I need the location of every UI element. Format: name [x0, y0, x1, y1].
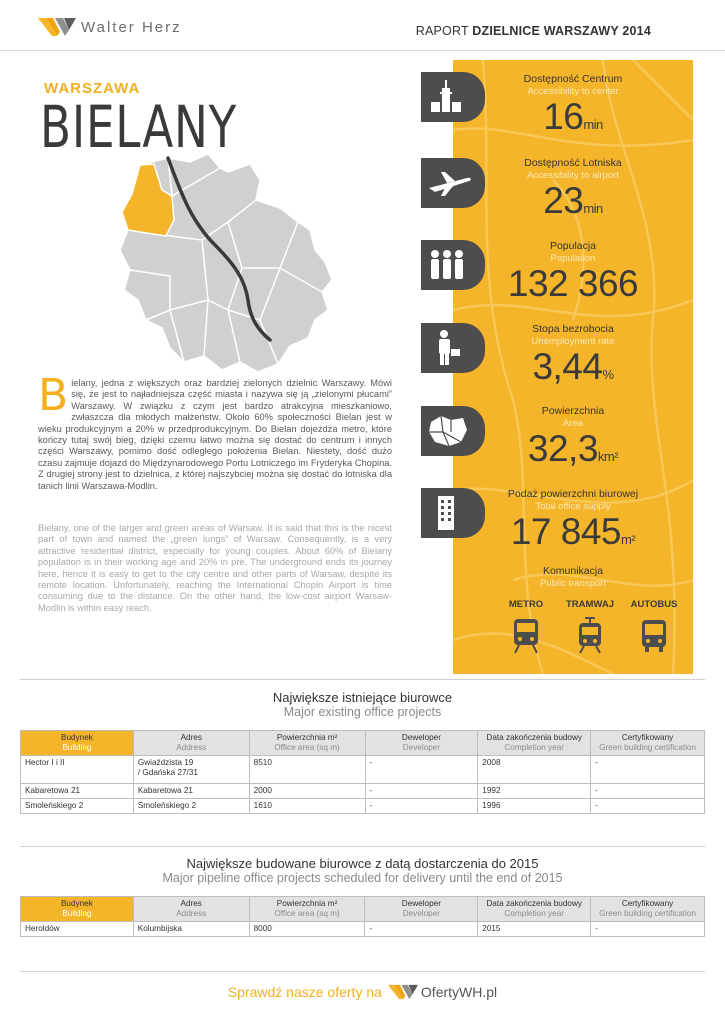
stat-subtitle: Area — [562, 418, 584, 429]
table-cell: Kabaretowa 21 — [21, 784, 134, 799]
table-cell: Gwiaździsta 19 / Gdańska 27/31 — [133, 756, 249, 784]
existing-offices-title: Największe istniejące biurowce — [272, 690, 453, 705]
ofertywh-logo-icon — [388, 983, 418, 1001]
stat-value — [453, 97, 693, 145]
stat-number: 23 — [543, 180, 584, 221]
table-cell: - — [591, 756, 705, 784]
transport-metro — [500, 599, 552, 660]
stat-number: 17 845 — [510, 511, 621, 552]
header-divider — [0, 50, 725, 51]
column-header: Powierzchnia m² Office area (sq m) — [249, 731, 365, 756]
stat-center-access — [453, 73, 693, 145]
table-cell: - — [365, 799, 478, 814]
table-cell: 1996 — [478, 799, 591, 814]
column-header: Data zakończenia budowy Completion year — [478, 897, 591, 922]
stat-subtitle: Population — [550, 253, 596, 264]
city-label: WARSZAWA — [44, 80, 141, 97]
table-cell: Kabaretowa 21 — [133, 784, 249, 799]
table-cell: 2008 — [478, 756, 591, 784]
table-cell: Hector I i II — [21, 756, 134, 784]
table-cell: - — [365, 784, 478, 799]
column-header: Deweloper Developer — [365, 897, 478, 922]
footer-text: Sprawdź nasze oferty na — [227, 984, 382, 1000]
stat-unit: min — [583, 117, 603, 132]
description-english: Bielany, one of the larger and green areas of Warsaw. It is said that this is the nicest part of town and named the „green lungs” of Warsaw. Consequently, is a very attractive residential district, especially for young couples. About 60% of Bielany population is in their working age and 20% in pre. The underground ends its journey here, hence it is easy to get to the city centre and other parts of Warsaw, despite its remote location. Unfortunately, reaching the International Chopin Airport is time consuming due to the distance. On the other hand, the low-cost airport Warsaw-Modlin is within easy reach. — [38, 523, 392, 613]
transport-bus — [628, 599, 680, 660]
stat-area — [453, 405, 693, 477]
report-title — [416, 24, 651, 38]
transport-label: TRAMWAJ — [565, 599, 615, 610]
table-cell: - — [591, 799, 705, 814]
brand-name: Walter Herz — [81, 18, 182, 36]
stat-population — [453, 240, 693, 312]
table-cell: Smoleńskiego 2 — [133, 799, 249, 814]
stat-number: 32,3 — [527, 428, 598, 469]
column-header: Budynek Building — [21, 731, 134, 756]
column-header: Data zakończenia budowy Completion year — [478, 731, 591, 756]
table-header-row — [21, 731, 705, 756]
column-header: Adres Address — [133, 897, 249, 922]
stat-unemployment — [453, 323, 693, 395]
section-divider — [20, 679, 705, 680]
stat-airport-access — [453, 157, 693, 229]
column-header: Certyfikowany Green building certification — [591, 731, 705, 756]
stat-subtitle: Accessibility to airport — [527, 170, 619, 181]
metro-icon — [511, 617, 541, 655]
stat-unit: m² — [621, 532, 636, 547]
stat-title: Stopa bezrobocia — [532, 323, 614, 335]
stat-unit: % — [602, 367, 614, 382]
report-prefix: RAPORT — [415, 24, 469, 38]
page-footer — [0, 983, 725, 1002]
stat-number: 3,44 — [532, 346, 603, 387]
stat-unit: km² — [597, 449, 619, 464]
column-header: Powierzchnia m² Office area (sq m) — [249, 897, 365, 922]
table-cell: 8510 — [249, 756, 365, 784]
transport-label: AUTOBUS — [630, 599, 678, 610]
table-cell: Kolumbijska — [133, 922, 249, 937]
stat-unit: min — [583, 201, 603, 216]
description-polish — [38, 370, 392, 492]
stat-number: 132 366 — [507, 263, 639, 304]
table-row — [21, 756, 705, 784]
warsaw-district-map — [110, 150, 340, 380]
existing-offices-subtitle: Major existing office projects — [283, 705, 442, 719]
transport-label: METRO — [508, 599, 544, 610]
stat-subtitle: Total office supply — [535, 501, 611, 512]
stat-value — [453, 429, 693, 477]
stat-title: Dostępność Lotniska — [524, 157, 622, 169]
table-cell: 2015 — [478, 922, 591, 937]
pipeline-offices-subtitle: Major pipeline office projects scheduled for delivery until the end of 2015 — [162, 871, 563, 885]
page-header — [0, 0, 725, 50]
table-cell: - — [591, 922, 705, 937]
table-cell: Heroldów — [21, 922, 134, 937]
stat-title: Podaż powierzchni biurowej — [507, 488, 639, 500]
table-row — [21, 784, 705, 799]
report-name: DZIELNICE WARSZAWY 2014 — [472, 24, 651, 38]
table-cell: - — [591, 784, 705, 799]
stat-number: 16 — [543, 96, 584, 137]
description-polish-text: ielany, jedna z większych oraz bardziej zielonych dzielnic Warszawy. Mówi się, że jest to najładniejsza część miasta i nazywa się ją „zielonymi płucami” Warszawy. W związku z czym jest bardzo atrakcyjna mieszkaniowo, zwłaszcza dla młodych małżeństw. Około 60% społeczności Bielan jest w wieku produkcyjnym a 20% w przedprodukcyjnym. Do Bielan dojeżdża metro, które kończy tutaj swój bieg, dzięki czemu łatwo można się dostać do centrum i innych części Warszawy, pomimo dość odległego położenia Bielan. Niestety, dość dużo czasu zajmuje dojazd do Międzynarodowego Portu Lotniczego im Fryderyka Chopina. Z drugiej strony jest to dzielnica, z której najszybciej można się dostać do lotniska dla tanich linii Warszawa-Modlin. — [38, 378, 392, 491]
stat-value — [453, 181, 693, 229]
transport-tram — [564, 599, 616, 660]
bus-icon — [639, 617, 669, 655]
table-cell: 2000 — [249, 784, 365, 799]
table-row — [21, 922, 705, 937]
transport-list — [500, 599, 680, 660]
column-header: Certyfikowany Green building certification — [591, 897, 705, 922]
footer-divider — [20, 971, 705, 972]
stat-title: Populacja — [549, 240, 597, 252]
tram-icon — [575, 617, 605, 655]
walter-herz-logo-icon — [38, 16, 76, 38]
table-cell: 1992 — [478, 784, 591, 799]
column-header: Budynek Building — [21, 897, 134, 922]
table-cell: - — [365, 922, 478, 937]
pipeline-offices-title: Największe budowane biurowce z datą dostarczenia do 2015 — [186, 856, 539, 871]
stat-title: Komunikacja — [542, 565, 604, 577]
stat-transport — [453, 565, 693, 589]
stat-subtitle: Public transport — [539, 578, 606, 589]
stat-subtitle: Unemployment rate — [531, 336, 615, 347]
walter-herz-logo — [38, 16, 182, 38]
stat-title: Powierzchnia — [541, 405, 605, 417]
stat-office-supply — [453, 488, 693, 560]
column-header: Adres Address — [133, 731, 249, 756]
table-cell: Smoleńskiego 2 — [21, 799, 134, 814]
table-row — [21, 799, 705, 814]
ofertywh-link[interactable]: OfertyWH.pl — [420, 984, 498, 1000]
stat-title: Dostępność Centrum — [523, 73, 623, 85]
stat-subtitle: Accessibility to center — [527, 86, 619, 97]
table-cell: 1610 — [249, 799, 365, 814]
dropcap-letter: B — [38, 370, 69, 421]
section-divider — [20, 846, 705, 847]
stat-value — [453, 512, 693, 560]
table-cell: 8000 — [249, 922, 365, 937]
table-cell: - — [365, 756, 478, 784]
existing-offices-table — [20, 730, 705, 814]
pipeline-offices-table — [20, 896, 705, 937]
table-header-row — [21, 897, 705, 922]
district-title: BIELANY — [40, 93, 238, 161]
stat-value — [453, 264, 693, 312]
column-header: Deweloper Developer — [365, 731, 478, 756]
stat-value — [453, 347, 693, 395]
